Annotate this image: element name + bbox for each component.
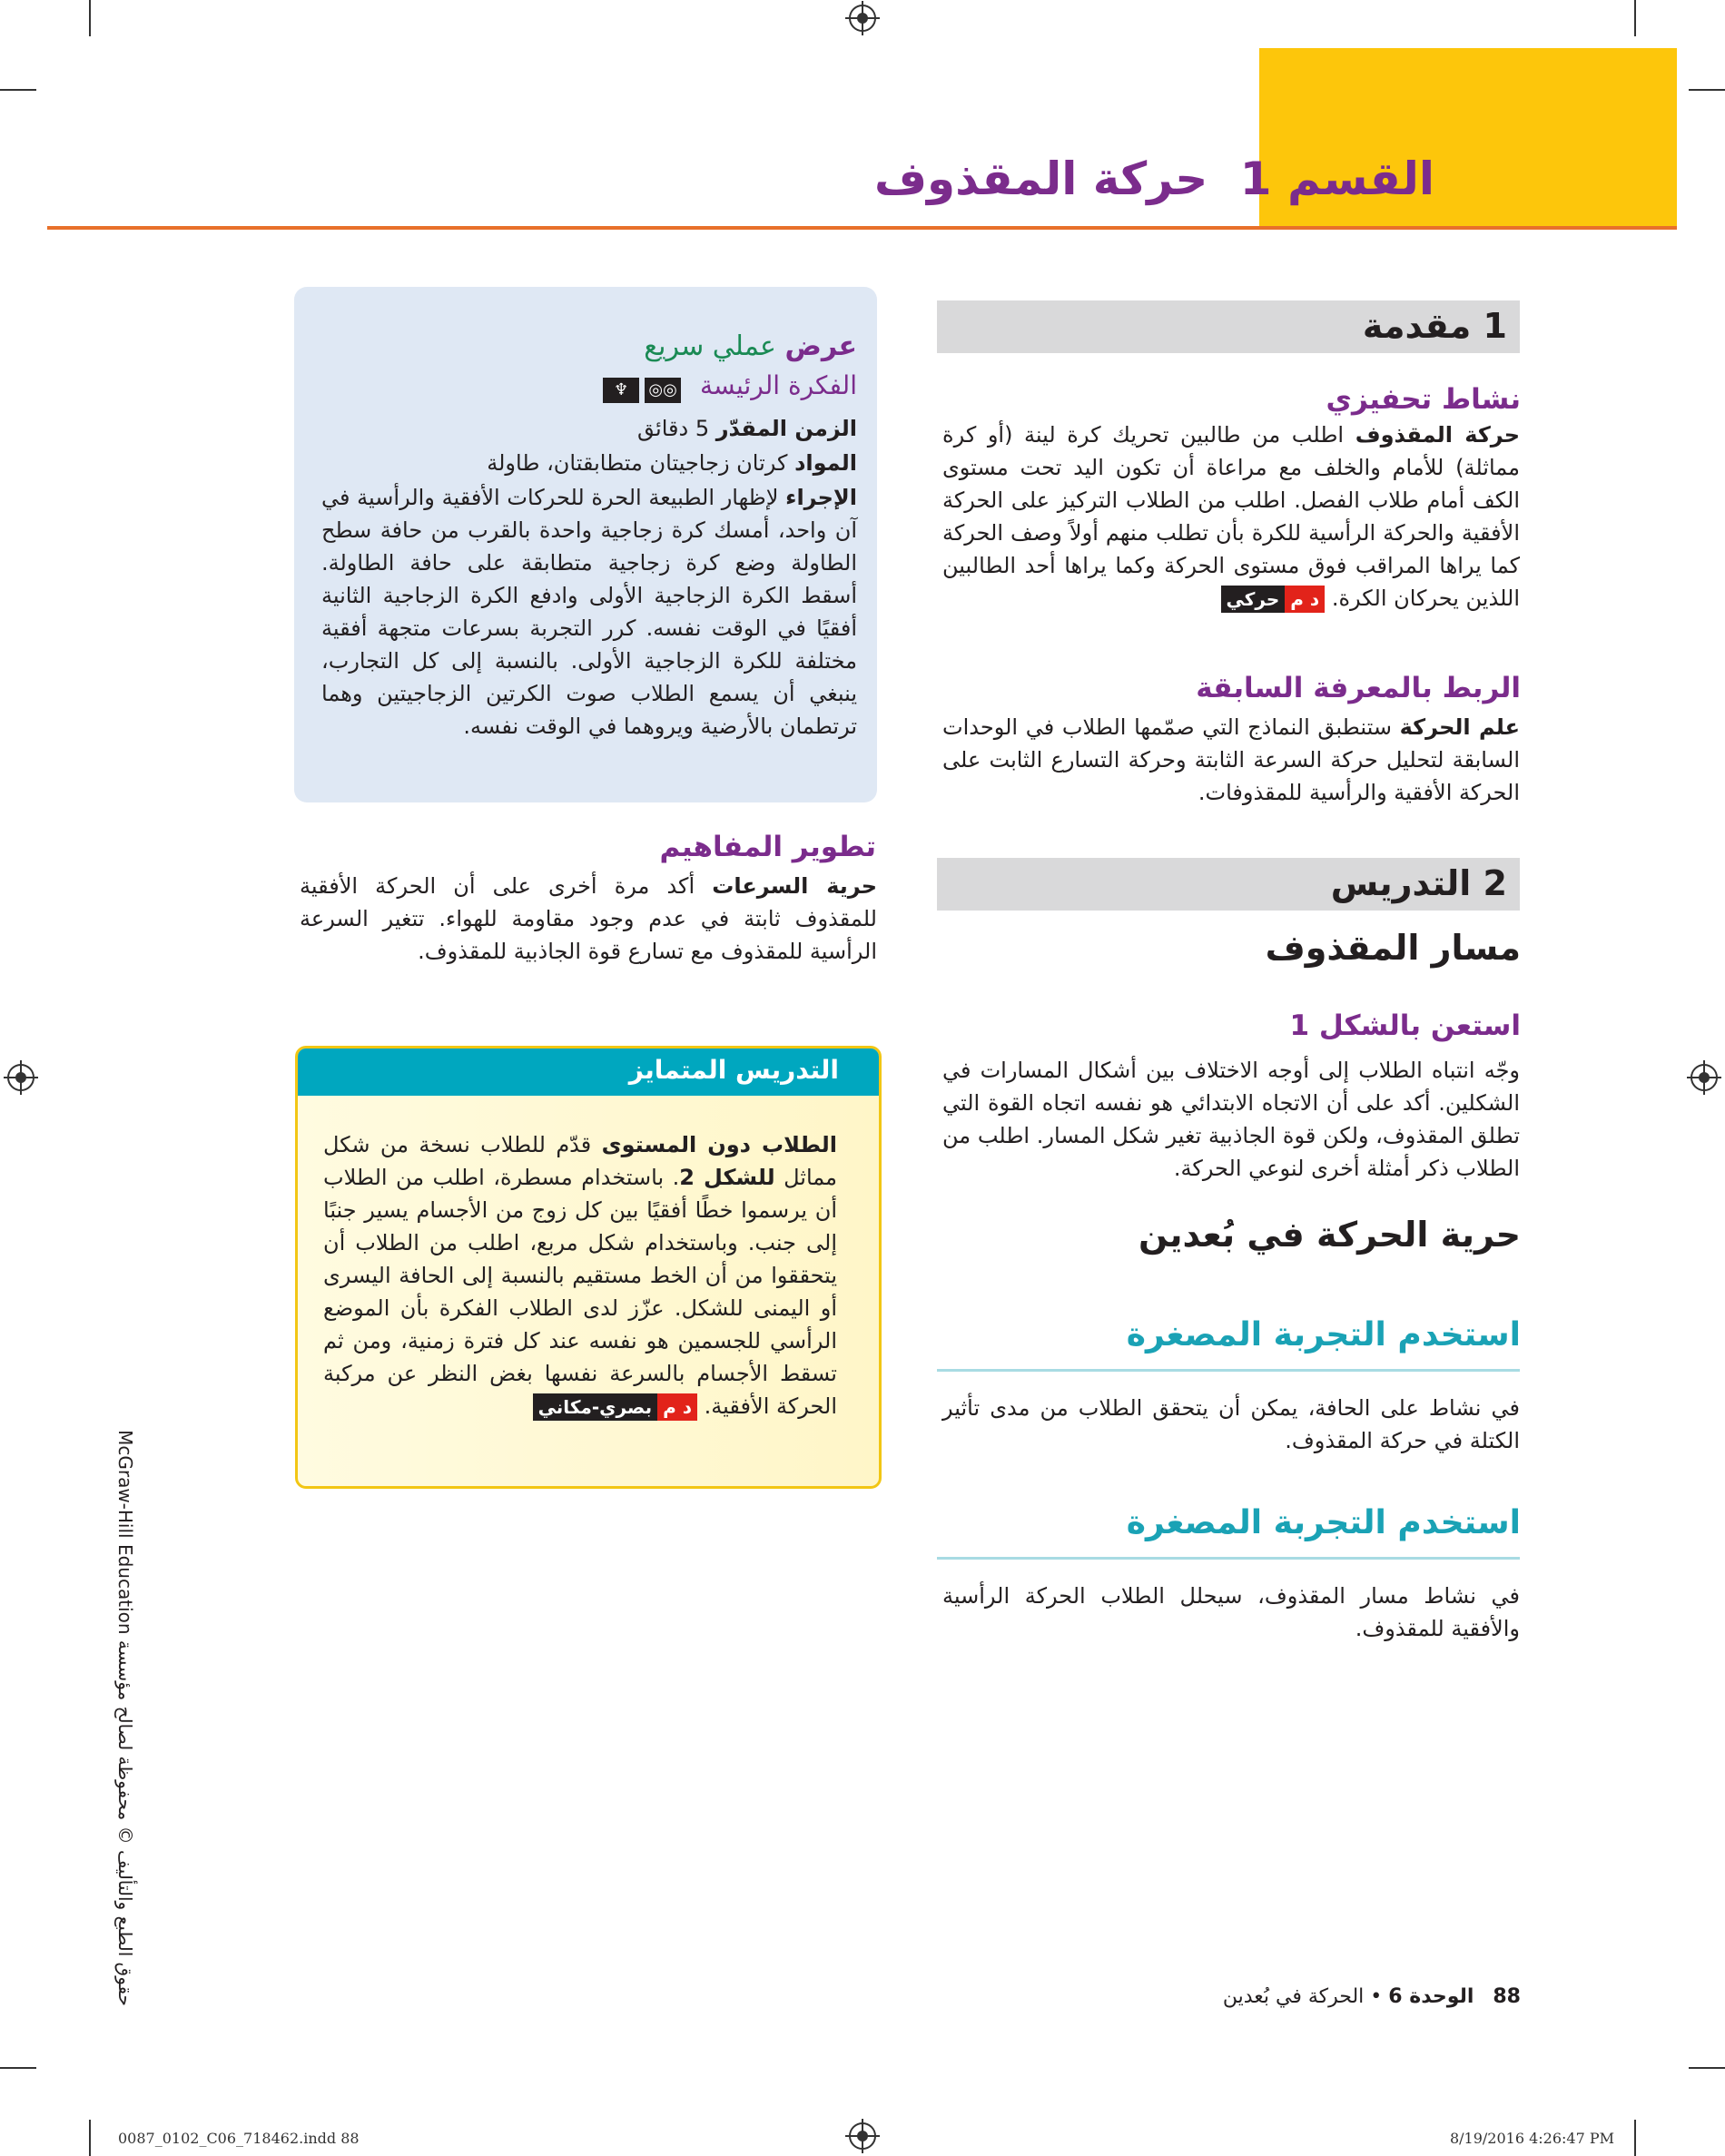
demo-procedure (321, 481, 857, 743)
badge-black: بصري-مكاني (533, 1393, 658, 1421)
concepts-paragraph (300, 870, 877, 968)
concepts-text: أكد مرة أخرى على أن الحركة الأفقية للمقذوف ثابتة في عدم وجود مقاومة للهواء. تتغير السرعة الرأسية للمقذوف مع تسارع قوة الجاذبية للمقذوف. (300, 873, 877, 964)
crop-mark (89, 0, 91, 36)
crop-mark (1689, 89, 1725, 91)
registration-mark-icon (849, 2122, 876, 2150)
section-title: حركة المقذوف (873, 153, 1208, 205)
motivation-title: نشاط تحفيزي (1326, 383, 1521, 416)
figure-paragraph (942, 1054, 1520, 1185)
registration-mark-icon (7, 1064, 34, 1091)
unit-title: الحركة في بُعدين (1222, 1985, 1365, 2008)
badge-red: د م (1285, 586, 1325, 613)
differentiated-box (295, 1046, 882, 1489)
unit-label: الوحدة 6 (1388, 1985, 1474, 2008)
badge-red: د م (657, 1393, 697, 1421)
crop-mark (0, 2067, 36, 2069)
motivation-text: اطلب من طالبين تحريك كرة لينة (أو كرة مماثلة) للأمام والخلف مع مراعاة أن تكون اليد تحت مستوى الكف أمام طلاب الفصل. اطلب من الطلاب التركيز على الحركة الأفقية والحركة الرأسية للكرة بأن تطلب منهم أولاً وصف الحركة كما يراها المراقب فوق مستوى الحركة وكما يراها أحد الطالبين اللذين يحركان الكرة. (942, 422, 1520, 611)
minilab-rule-1 (937, 1369, 1520, 1372)
slug-date: 8/19/2016 4:26:47 PM (1449, 2130, 1614, 2147)
diff-fig-bold: للشكل 2 (679, 1165, 775, 1190)
minilab-title-2: استخدم التجربة المصغرة (1126, 1504, 1521, 1541)
page-title (874, 153, 1434, 205)
demo-materials (321, 447, 857, 479)
diff-text-2: . باستخدام مسطرة، اطلب من الطلاب أن يرسموا خطًا أفقيًا بين كل زوج من الأجسام يسير جنبًا إلى جنب. وباستخدام شكل مربع، اطلب من الطلاب أن يتحققوا من أن الخط مستقيم بالنسبة إلى الحافة اليسرى أو اليمنى للشكل. عزّز لدى الطلاب الفكرة بأن الموضع الرأسي للجسمين هو نفسه عند كل فترة زمنية، ومن ثم تسقط الأجسام بالسرعة نفسها بغض النظر عن مركبة الحركة الأفقية. (323, 1165, 837, 1419)
page-number: 88 (1493, 1985, 1521, 2008)
demo-time (321, 412, 857, 445)
demo-title-bold: عرض (784, 330, 857, 362)
crop-mark (0, 89, 36, 91)
goggles-icon: ◎◎ (645, 378, 681, 403)
minilab-paragraph-1 (942, 1392, 1520, 1457)
demo-idea-line (597, 370, 857, 403)
materials-value: كرتان زجاجيتان متطابقتان، طاولة (487, 450, 795, 476)
prior-bold: علم الحركة (1399, 714, 1520, 740)
diff-text-1: قدّم للطلاب نسخة من شكل مماثل (323, 1132, 837, 1190)
quick-demo-box (294, 287, 877, 802)
demo-title-light: عملي سريع (644, 330, 785, 362)
motivation-bold: حركة المقذوف (1355, 422, 1521, 448)
crop-mark (89, 2120, 91, 2156)
idea-label: الفكرة الرئيسة (700, 370, 857, 400)
section-number: 1 (1239, 153, 1272, 205)
crop-mark (1634, 2120, 1636, 2156)
badge-black: حركي (1221, 586, 1286, 613)
path-heading: مسار المقذوف (1265, 928, 1521, 968)
motivation-badge (1221, 586, 1326, 613)
header-rule (47, 226, 1677, 230)
section-label: القسم (1287, 153, 1434, 205)
procedure-text: لإظهار الطبيعة الحرة للحركات الأفقية والرأسية في آن واحد، أمسك كرة زجاجية واحدة بالقرب من حافة سطح الطاولة وضع كرة زجاجية متطابقة على حافة الطاولة. أسقط الكرة الزجاجية الأولى وادفع الكرة الزجاجية الثانية أفقيًا في الوقت نفسه. كرر التجربة بسرعات متجهة أفقية مختلفة للكرة الزجاجية الأولى. بالنسبة إلى كل التجارب، ينبغي أن يسمع الطلاب صوت الكرتين الزجاجيتين وهما ترتطمان بالأرضية ويروهما في الوقت نفسه. (321, 485, 857, 739)
figure-text: وجّه انتباه الطلاب إلى أوجه الاختلاف بين أشكال المسارات في الشكلين. أكد على أن الاتجاه الابتدائي هو نفسه اتجاه القوة التي تطلق المقذوف، ولكن قوة الجاذبية تغير شكل المسار. اطلب من الطلاب ذكر أمثلة أخرى لنوعي الحركة. (942, 1058, 1520, 1181)
concepts-title: تطوير المفاهيم (659, 831, 876, 863)
time-label: الزمن المقدّر (715, 416, 857, 441)
materials-label: المواد (794, 450, 857, 476)
minilab-text-2: في نشاط مسار المقذوف، سيحلل الطلاب الحركة الرأسية والأفقية للمقذوف. (942, 1583, 1520, 1641)
figure-title: استعن بالشكل 1 (1289, 1009, 1521, 1042)
safety-icons (597, 371, 681, 403)
teaching-bar-title: 2 التدريس (1330, 863, 1507, 903)
prior-knowledge-paragraph (942, 711, 1520, 809)
prior-knowledge-title: الربط بالمعرفة السابقة (1196, 672, 1521, 704)
differentiated-head (298, 1048, 879, 1096)
page-footer (1223, 1985, 1521, 2008)
procedure-label: الإجراء (785, 485, 857, 510)
time-value: 5 دقائق (637, 416, 716, 441)
demo-title (644, 330, 857, 362)
registration-mark-icon (1690, 1064, 1718, 1091)
differentiated-paragraph (323, 1128, 837, 1423)
concepts-bold: حرية السرعات (712, 873, 877, 899)
freedom-heading: حرية الحركة في بُعدين (1138, 1215, 1521, 1255)
minilab-paragraph-2 (942, 1580, 1520, 1645)
teaching-bar (937, 858, 1520, 911)
footer-bullet: • (1370, 1985, 1383, 2008)
minilab-text-1: في نشاط على الحافة، يمكن أن يتحقق الطلاب من مدى تأثير الكتلة في حركة المقذوف. (942, 1395, 1520, 1453)
registration-mark-icon (849, 5, 876, 32)
apron-icon: ♆ (603, 378, 639, 403)
differentiated-badge (533, 1393, 697, 1421)
crop-mark (1689, 2067, 1725, 2069)
minilab-title-1: استخدم التجربة المصغرة (1126, 1316, 1521, 1354)
prior-text: ستنطبق النماذج التي صمّمها الطلاب في الوحدات السابقة لتحليل حركة السرعة الثابتة وحركة التسارع الثابت على الحركة الأفقية والرأسية للمقذوفات. (942, 714, 1520, 805)
motivation-paragraph (942, 418, 1520, 615)
slug-file: 0087_0102_C06_718462.indd 88 (118, 2130, 360, 2147)
crop-mark (1634, 0, 1636, 36)
minilab-rule-2 (937, 1557, 1520, 1560)
diff-bold: الطلاب دون المستوى (601, 1132, 838, 1157)
copyright-sidebar: حقوق الطبع والتأليف © محفوظة لصالح مؤسسة McGraw-Hill Education (114, 1430, 136, 2006)
intro-bar-title: 1 مقدمة (1362, 306, 1507, 346)
differentiated-head-text: التدريس المتمايز (628, 1055, 839, 1085)
intro-bar (937, 300, 1520, 353)
